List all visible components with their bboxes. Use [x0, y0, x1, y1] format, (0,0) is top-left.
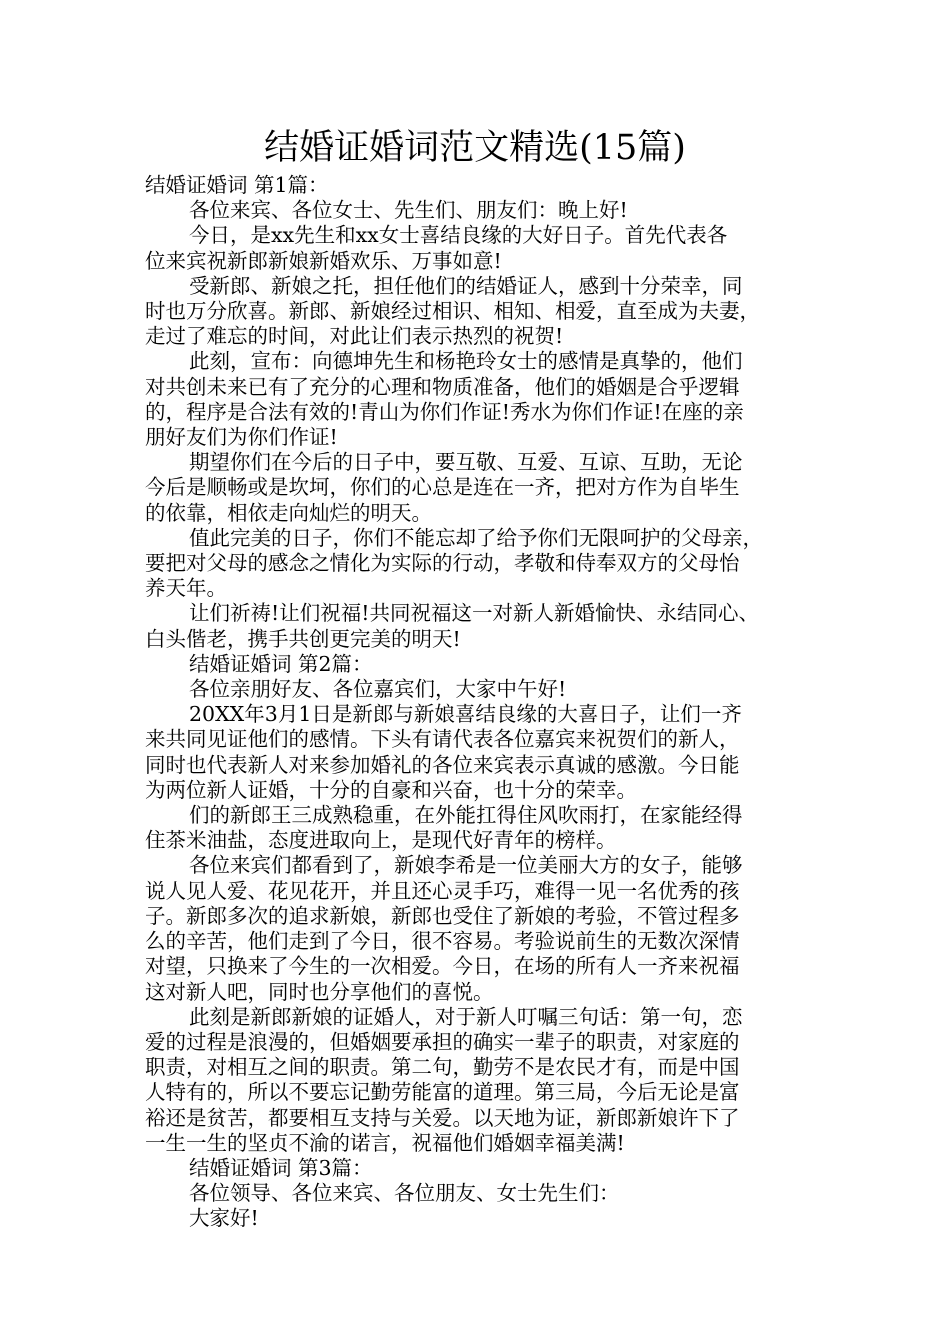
- text-line: 这对新人吧，同时也分享他们的喜悦。: [145, 979, 494, 1004]
- text-line: 时也万分欣喜。新郎、新娘经过相识、相知、相爱，直至成为夫妻，: [145, 299, 760, 324]
- text-line: 结婚证婚词 第2篇：: [189, 651, 373, 676]
- text-line: 各位领导、各位来宾、各位朋友、女士先生们：: [189, 1181, 620, 1206]
- section-heading: [145, 1156, 825, 1181]
- paragraph: [145, 1206, 825, 1231]
- text-line: 的，程序是合法有效的!青山为你们作证!秀水为你们作证!在座的亲: [145, 399, 744, 424]
- paragraph: [145, 450, 825, 526]
- text-line: 各位来宾、各位女士、先生们、朋友们：晚上好!: [189, 198, 628, 223]
- text-line: 此刻是新郎新娘的证婚人，对于新人叮嘱三句话：第一句，恋: [189, 1004, 743, 1029]
- text-line: 今后是顺畅或是坎坷，你们的心总是连在一齐，把对方作为自毕生: [145, 475, 740, 500]
- paragraph: [145, 526, 825, 602]
- text-line: 来共同见证他们的感情。下头有请代表各位嘉宾来祝贺们的新人，: [145, 727, 740, 752]
- text-line: 受新郎、新娘之托，担任他们的结婚证人，感到十分荣幸，同: [189, 273, 743, 298]
- text-line: 期望你们在今后的日子中，要互敬、互爱、互谅、互助，无论: [189, 450, 743, 475]
- text-line: 让们祈祷!让们祝福!共同祝福这一对新人新婚愉快、永结同心、: [189, 601, 759, 626]
- text-line: 说人见人爱、花见花开，并且还心灵手巧，难得一见一名优秀的孩: [145, 878, 740, 903]
- text-line: 爱的过程是浪漫的，但婚姻要承担的确实一辈子的职责，对家庭的: [145, 1029, 740, 1054]
- text-line: 对共创未来已有了充分的心理和物质准备，他们的婚姻是合乎逻辑: [145, 374, 740, 399]
- paragraph: [145, 677, 825, 702]
- text-line: 们的新郎王三成熟稳重，在外能扛得住风吹雨打，在家能经得: [189, 803, 743, 828]
- paragraph: [145, 803, 825, 853]
- paragraph: [145, 702, 825, 803]
- text-line: 的依靠，相依走向灿烂的明天。: [145, 500, 432, 525]
- text-line: 走过了难忘的时间，对此让们表示热烈的祝贺!: [145, 324, 564, 349]
- text-line: 位来宾祝新郎新娘新婚欢乐、万事如意!: [145, 248, 502, 273]
- text-line: 么的辛苦，他们走到了今日，很不容易。考验说前生的无数次深情: [145, 929, 740, 954]
- paragraph: [145, 274, 825, 350]
- text-line: 各位亲朋好友、各位嘉宾们，大家中午好!: [189, 677, 567, 702]
- text-line: 白头偕老，携手共创更完美的明天!: [145, 626, 461, 651]
- paragraph: [145, 198, 825, 223]
- paragraph: [145, 349, 825, 450]
- text-line: 为两位新人证婚，十分的自豪和兴奋，也十分的荣幸。: [145, 777, 637, 802]
- text-line: 一生一生的坚贞不渝的诺言，祝福他们婚姻幸福美满!: [145, 1130, 625, 1155]
- text-line: 子。新郎多次的追求新娘，新郎也受住了新娘的考验，不管过程多: [145, 903, 740, 928]
- text-line: 住茶米油盐，态度进取向上，是现代好青年的榜样。: [145, 828, 617, 853]
- text-line: 要把对父母的感念之情化为实际的行动，孝敬和侍奉双方的父母怡: [145, 551, 740, 576]
- text-line: 对望，只换来了今生的一次相爱。今日，在场的所有人一齐来祝福: [145, 954, 740, 979]
- text-line: 人特有的，所以不要忘记勤劳能富的道理。第三局，今后无论是富: [145, 1080, 740, 1105]
- paragraph: [145, 853, 825, 1004]
- section-heading: [145, 173, 825, 198]
- text-line: 朋好友们为你们作证!: [145, 425, 338, 450]
- text-line: 结婚证婚词 第1篇：: [145, 173, 329, 197]
- text-line: 此刻，宣布：向德坤先生和杨艳玲女士的感情是真挚的，他们: [189, 349, 743, 374]
- text-line: 20XX年3月1日是新郎与新娘喜结良缘的大喜日子，让们一齐: [189, 702, 742, 727]
- text-line: 今日，是xx先生和xx女士喜结良缘的大好日子。首先代表各: [189, 223, 728, 248]
- text-line: 结婚证婚词 第3篇：: [189, 1155, 373, 1180]
- text-line: 值此完美的日子，你们不能忘却了给予你们无限呵护的父母亲，: [189, 525, 763, 550]
- text-line: 裕还是贫苦，都要相互支持与关爱。以天地为证，新郎新娘许下了: [145, 1105, 740, 1130]
- text-line: 各位来宾们都看到了，新娘李希是一位美丽大方的女子，能够: [189, 853, 743, 878]
- text-line: 职责，对相互之间的职责。第二句，勤劳不是农民才有，而是中国: [145, 1055, 740, 1080]
- paragraph: [145, 1181, 825, 1206]
- section-heading: [145, 652, 825, 677]
- text-line: 同时也代表新人对来参加婚礼的各位来宾表示真诚的感激。今日能: [145, 752, 740, 777]
- document-body: [145, 173, 825, 1232]
- text-line: 大家好!: [189, 1206, 259, 1231]
- paragraph: [145, 601, 825, 651]
- paragraph: [145, 1005, 825, 1156]
- document-title: 结婚证婚词范文精选(15篇): [264, 128, 686, 168]
- paragraph: [145, 223, 825, 273]
- text-line: 养天年。: [145, 576, 227, 601]
